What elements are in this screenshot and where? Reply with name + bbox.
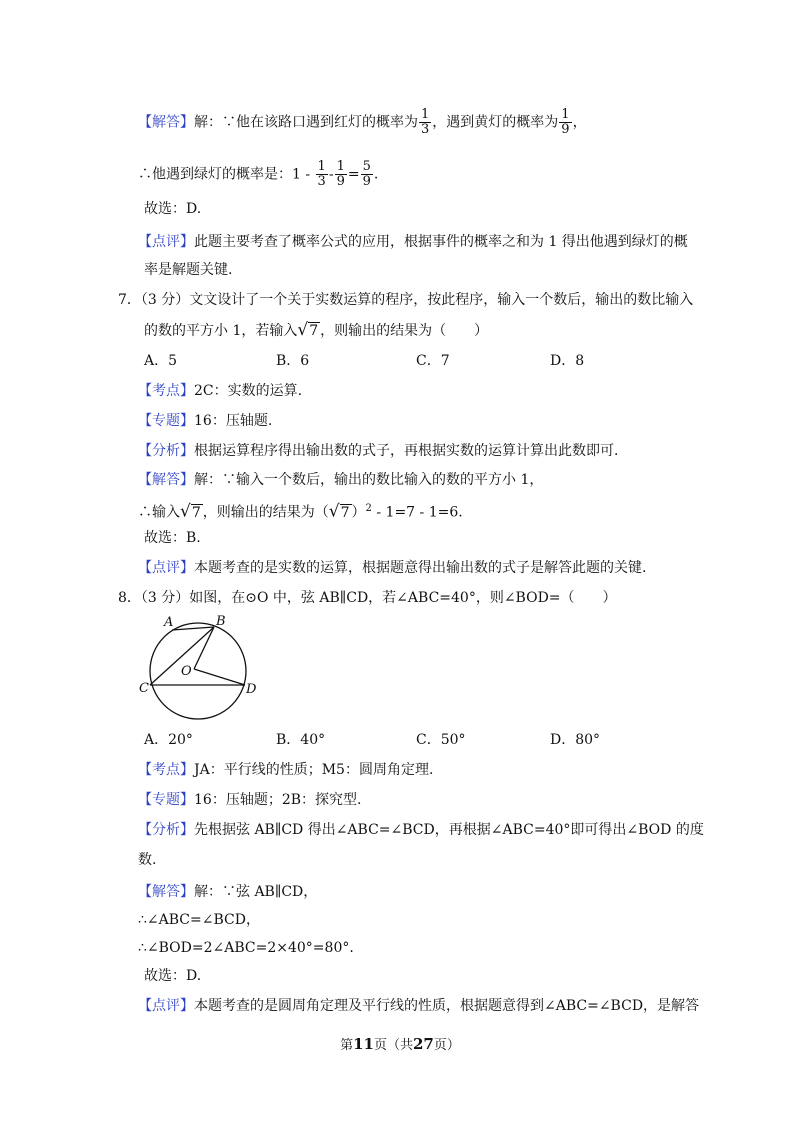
- question-8-stem: 8．（3 分）如图，在⊙O 中，弦 AB∥CD，若∠ABC=40°，则∠BOD=（ ）: [118, 590, 617, 606]
- solution-line-1: 【解答】解：∵他在该路口遇到红灯的概率为 $\frac{1}{3}$ ，遇到黄灯的概率为 $\frac{1}{9}$ ，: [138, 107, 587, 137]
- option-d: D．8: [550, 353, 585, 369]
- fraction-one-third: $\frac{1}{3}$: [421, 107, 430, 137]
- comment-line-2: 率是解题关键.: [144, 262, 233, 278]
- option-c: C．50°: [416, 732, 466, 748]
- fraction-one-ninth: $\frac{1}{9}$: [561, 107, 570, 137]
- segment-ob: [194, 627, 214, 669]
- page-number: 第11页（共27页）: [340, 1035, 460, 1053]
- label-b: B: [216, 614, 226, 629]
- solution: 【解答】解：∵输入一个数后，输出的数比输入的数的平方小 1，: [138, 472, 544, 488]
- solution: 【解答】解：∵弦 AB∥CD，: [138, 884, 318, 900]
- comment: 【点评】本题考查的是实数的运算，根据题意得出输出数的式子是解答此题的关键.: [138, 560, 647, 576]
- option-a: A．5: [144, 353, 178, 369]
- comment-line-1: 【点评】此题主要考查了概率公式的应用，根据事件的概率之和为 1 得出他遇到绿灯的概: [138, 234, 688, 250]
- question-7-stem-2: 的数的平方小 1，若输入√7 ，则输出的结果为（ ）: [144, 320, 489, 340]
- analysis-line-1: 【分析】先根据弦 AB∥CD 得出∠ABC=∠BCD，再根据∠ABC=40°即可得出∠BOD 的度: [138, 822, 704, 838]
- label-o: O: [181, 664, 192, 679]
- analysis-line-2: 数.: [138, 852, 157, 868]
- circle-figure: [136, 613, 260, 723]
- sqrt-sign-icon: √: [180, 501, 191, 522]
- knowledge-point: 【考点】2C：实数的运算.: [138, 383, 303, 399]
- fraction: $\frac{1}{3}$: [317, 159, 326, 189]
- fraction: $\frac{1}{9}$: [336, 159, 345, 189]
- answer-choice: 故选：B.: [144, 530, 201, 546]
- circle-o: [150, 623, 246, 719]
- sqrt-sign-icon: √: [297, 320, 309, 340]
- answer-choice: 故选：D.: [144, 201, 202, 217]
- solution-step-2: ∴∠BOD=2∠ABC=2×40°=80°.: [138, 940, 354, 956]
- topic: 【专题】16：压轴题.: [138, 413, 273, 429]
- label-a: A: [164, 615, 174, 630]
- label-c: C: [139, 681, 149, 696]
- knowledge-point: 【考点】JA：平行线的性质；M5：圆周角定理.: [138, 762, 434, 778]
- solution-step-1: ∴∠ABC=∠BCD，: [138, 912, 260, 928]
- sqrt-sign-icon: √: [328, 501, 340, 522]
- option-d: D．80°: [550, 732, 601, 748]
- solution-step: ∴输入√7 ，则输出的结果为（√7 ）$^2$ - 1=7 - 1=6.: [138, 501, 463, 522]
- answer-tag: 【解答】: [138, 114, 194, 131]
- segment-od: [194, 669, 245, 685]
- question-7-stem-1: 7．（3 分）文文设计了一个关于实数运算的程序，按此程序，输入一个数后，输出的数比输入: [118, 292, 694, 308]
- fraction: $\frac{5}{9}$: [362, 159, 371, 189]
- analysis: 【分析】根据运算程序得出输出数的式子，再根据实数的运算计算出此数即可.: [138, 443, 619, 459]
- solution-line-2: ∴他遇到绿灯的概率是：1 - $\frac{1}{3}$ - $\frac{1}{9}$ = $\frac{5}{9}$ .: [138, 159, 379, 189]
- label-d: D: [246, 682, 257, 697]
- option-c: C．7: [416, 353, 450, 369]
- option-b: B．40°: [276, 732, 326, 748]
- comment: 【点评】本题考查的是圆周角定理及平行线的性质，根据题意得到∠ABC=∠BCD，是解答: [138, 998, 700, 1014]
- topic: 【专题】16：压轴题；2B：探究型.: [138, 792, 362, 808]
- comment-tag: 【点评】: [138, 234, 194, 250]
- option-a: A．20°: [144, 732, 193, 748]
- option-b: B．6: [276, 353, 310, 369]
- answer-choice: 故选：D.: [144, 968, 202, 984]
